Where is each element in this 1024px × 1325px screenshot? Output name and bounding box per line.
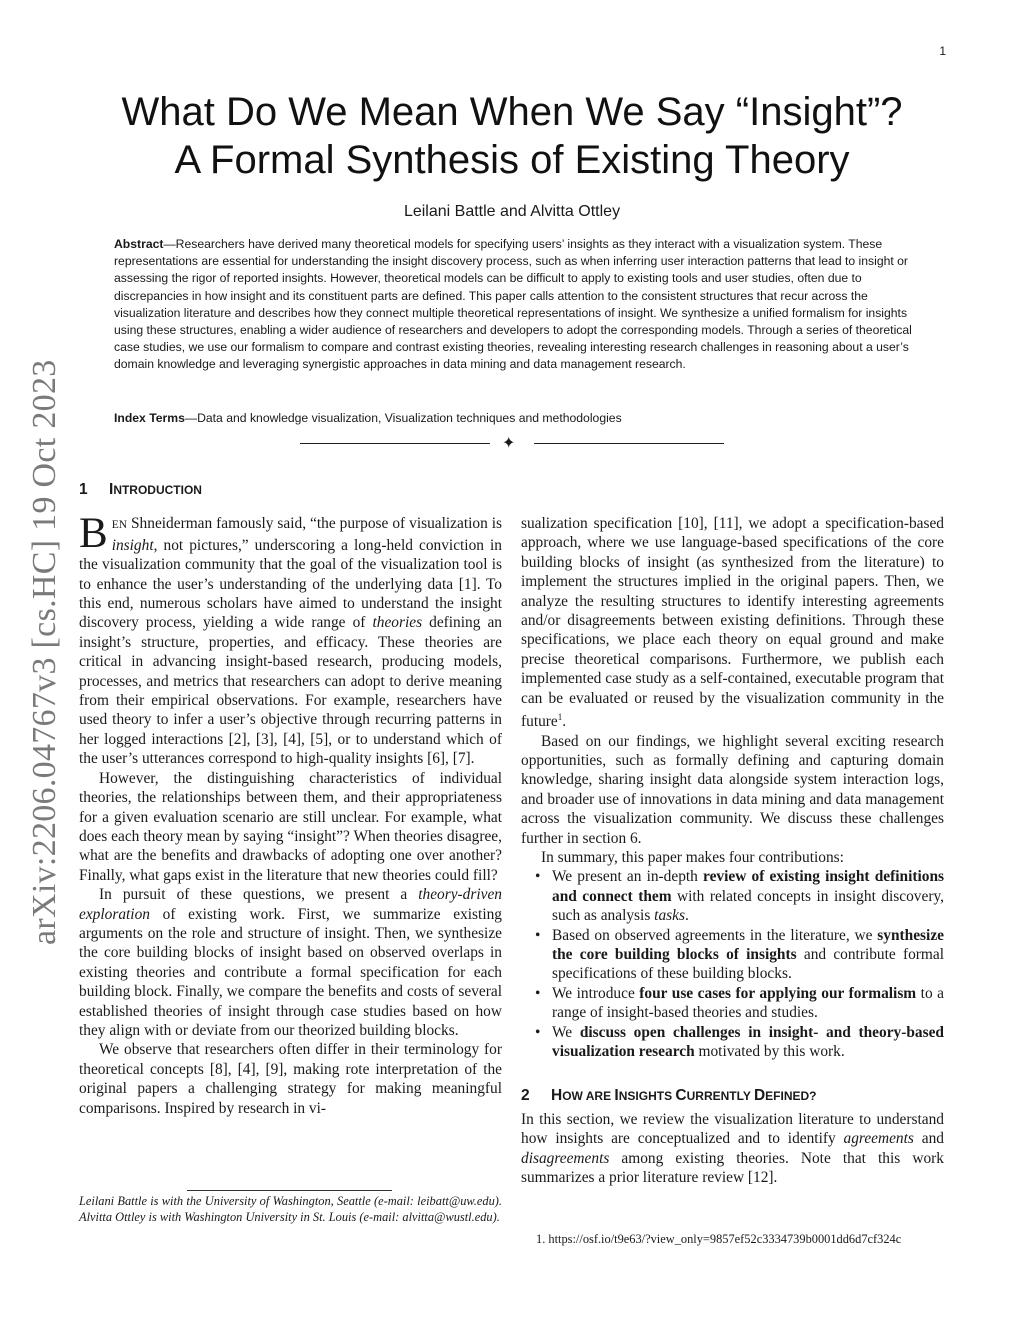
- index-terms-label: Index Terms: [114, 411, 185, 425]
- abstract-text: —Researchers have derived many theoretical models for specifying users’ insights as they interact with a visualization system. These representations are essential for understanding the insight discovery process, such as when inferring user interaction patterns that lead to insight or assessing the rigor of reported insights. However, theoretical models can be difficult to apply to existing tools and user studies, often due to discrepancies in how insight and its constituent parts are defined. This paper calls attention to the consistent structures that recur across the visualization literature and describes how they connect multiple theoretical representations of insight. We synthesize a unified formalism for insights using these structures, enabling a wider audience of researchers and developers to adopt the corresponding models. Through a series of theoretical case studies, we use our formalism to compare and contrast existing theories, revealing interesting research challenges in reasoning about a user’s domain knowledge and leveraging synergistic approaches in data mining and data management research.: [114, 237, 912, 372]
- drop-cap-smallcaps: EN: [111, 519, 128, 532]
- paragraph-text: We present an in-depth: [552, 868, 704, 886]
- list-item: [521, 926, 944, 984]
- intro-paragraph-2: However, the distinguishing characteristics of individual theories, the relationships between them, and their appropriateness for a given evaluation scenario are still unclear. For example, what does each theory mean by saying “insight”? When theories disagree, what are the benefits and drawbacks of adopting one over another? Finally, what gaps exist in the literature that new theories could fill?: [79, 769, 502, 884]
- paragraph-text: and contribute formal specifications of these building blocks.: [552, 946, 944, 983]
- paragraph-text: , not pictures,” underscoring a long-held conviction in the visualization community that the goal of the visualization tool is to enhance the user’s understanding of the underlying data [1]. To this end, numerous scholars have aimed to understand the insight discovery process, yielding a wide range of: [79, 536, 502, 632]
- paragraph-text: Shneiderman famously said, “the purpose of visualization is: [127, 515, 502, 533]
- bold-text: discuss open challenges in insight- and theory-based visualization research: [552, 1023, 944, 1061]
- paragraph-text: to a range of insight-based theories and studies.: [552, 984, 944, 1022]
- paragraph-text: sualization specification [10], [11], we adopt a specification-based approach, where we use language-based specifications of the core building blocks of insight (as synthesized from the literature) to implement the structures implied in the original papers. Then, we analyze the resulting structures to identify interesting agreements and/or disagreements between existing definitions. Through these specifications, we place each theory on equal ground and make precise theoretical comparisons. Furthermore, we publish each implemented case study as a self-contained, executable program that can be evaluated or reused by the visualization community in the future: [521, 515, 944, 731]
- heading-initial: I: [614, 1086, 619, 1104]
- heading-smallcaps: OW ARE: [562, 1088, 615, 1103]
- section-1-title-initial: I: [109, 481, 114, 498]
- right-column: [521, 514, 944, 1188]
- divider-line-right: [534, 443, 724, 444]
- emphasis-text: theory-driven exploration: [79, 886, 502, 923]
- url-footnote[interactable]: 1. https://osf.io/t9e63/?view_only=9857ef52c3334739b0001dd6d7cf324c: [536, 1232, 902, 1246]
- paragraph-text: defining an insight’s structure, properties, and efficacy. These theories are critical in advancing insight-based research, producing models, processes, and metrics that researchers can adopt to derive meaning from their empirical observations. For example, researchers have used theory to infer a user’s objective through recurring patterns in her logged interactions [2], [3], [4], [5], or to understand which of the user’s utterances correspond to high-quality insights [6], [7].: [79, 614, 503, 768]
- intro-paragraph-7: In summary, this paper makes four contributions:: [541, 849, 844, 867]
- title-line-1: What Do We Mean When We Say “Insight”?: [121, 90, 903, 134]
- section-2-paragraph-1: [521, 1110, 944, 1188]
- emphasis-text: tasks: [654, 907, 685, 925]
- intro-paragraph-6: Based on our findings, we highlight several exciting research opportunities, such as formally defining and capturing domain knowledge, sharing insight data alongside system interaction logs, and broader use of innovations in data mining and data management across the visualization community. We discuss these challenges further in section 6.: [521, 732, 944, 847]
- paragraph-text: among existing theories. Note that this work summarizes a prior literature review [12].: [521, 1149, 944, 1187]
- bold-text: review of existing insight definitions and connect them: [552, 868, 944, 905]
- paragraph-text: with related concepts in insight discovery, such as analysis: [552, 887, 944, 925]
- list-item: [521, 1023, 944, 1062]
- section-divider: [300, 433, 724, 452]
- bold-text: synthesize the core building blocks of insights: [552, 926, 944, 964]
- intro-paragraph-4: We observe that researchers often differ in their terminology for theoretical concepts [8], [4], [9], making rote interpretation of the original papers a challenging strategy for making meaningful comparisons. Inspired by research in vi-: [79, 1041, 502, 1117]
- paragraph-text: of existing work. First, we summarize existing arguments on the role and structure of insight. Then, we synthesize the core building blocks of insight based on observed overlaps in existing theories and contribute a formal specification for each building block. Finally, we compare the benefits and costs of several established theories of insight through case studies based on how they align with or deviate from our theorized building blocks.: [79, 905, 502, 1039]
- heading-smallcaps: EFINED?: [765, 1088, 817, 1103]
- section-1-title-rest: NTRODUCTION: [113, 483, 202, 497]
- emphasis-text: disagreements: [521, 1149, 610, 1167]
- heading-initial: H: [551, 1086, 563, 1104]
- paragraph-text: .: [562, 713, 567, 731]
- section-1-number: 1: [79, 481, 88, 498]
- left-column: [79, 480, 502, 1118]
- paragraph-text: Based on observed agreements in the literature, we: [552, 926, 878, 944]
- affiliation-footnote: [79, 1193, 502, 1226]
- heading-initial: C: [675, 1086, 687, 1104]
- footnote-marker[interactable]: 1: [557, 712, 563, 723]
- diamond-ornament-icon: ✦: [502, 433, 516, 452]
- bold-text: four use cases for applying our formalism: [639, 984, 917, 1002]
- paragraph-text: In this section, we review the visualization literature to understand how insights are conceptualized and to identify: [521, 1110, 944, 1148]
- section-2: [521, 1086, 944, 1188]
- intro-paragraph-3: [79, 885, 502, 1040]
- heading-smallcaps: URRENTLY: [686, 1088, 754, 1103]
- paragraph-text: In pursuit of these questions, we present a: [99, 886, 419, 904]
- abstract: [114, 236, 914, 374]
- affiliation-text: Leilani Battle is with the University of Washington, Seattle (e-mail: leibatt@uw.edu). Alvitta Ottley is with Washington University in St. Louis (e-mail: alvitta@wustl.edu).: [79, 1194, 502, 1225]
- author-list: Leilani Battle and Alvitta Ottley: [403, 203, 621, 220]
- divider-line-left: [300, 443, 490, 444]
- list-item: [521, 867, 944, 925]
- paragraph-text: and: [913, 1130, 944, 1148]
- index-terms-text: —Data and knowledge visualization, Visualization techniques and methodologies: [184, 411, 622, 425]
- abstract-label: Abstract: [114, 237, 164, 251]
- emphasis-text: insight: [111, 536, 154, 554]
- title-line-2: A Formal Synthesis of Existing Theory: [174, 138, 850, 182]
- section-2-heading: [521, 1086, 944, 1106]
- page-number: 1: [939, 44, 946, 58]
- paragraph-text: motivated by this work.: [694, 1043, 845, 1061]
- intro-paragraph-5: [521, 514, 944, 732]
- intro-paragraph-1: [79, 510, 503, 768]
- drop-cap: B: [79, 510, 108, 558]
- footnote-rule: [187, 1190, 392, 1191]
- paragraph-text: We introduce: [552, 984, 640, 1002]
- contributions-list: [521, 867, 944, 1061]
- index-terms: [114, 411, 914, 425]
- heading-initial: D: [753, 1086, 766, 1104]
- section-2-number: 2: [521, 1086, 530, 1104]
- paper-title: [0, 88, 1024, 184]
- paragraph-text: We: [552, 1023, 580, 1041]
- emphasis-text: theories: [372, 614, 423, 632]
- section-1-heading: [79, 480, 502, 500]
- list-item: [521, 984, 944, 1023]
- heading-smallcaps: NSIGHTS: [618, 1088, 676, 1103]
- paragraph-text: .: [684, 907, 689, 925]
- emphasis-text: agreements: [843, 1130, 914, 1148]
- arxiv-identifier: arXiv:2206.04767v3 [cs.HC] 19 Oct 2023: [26, 359, 63, 945]
